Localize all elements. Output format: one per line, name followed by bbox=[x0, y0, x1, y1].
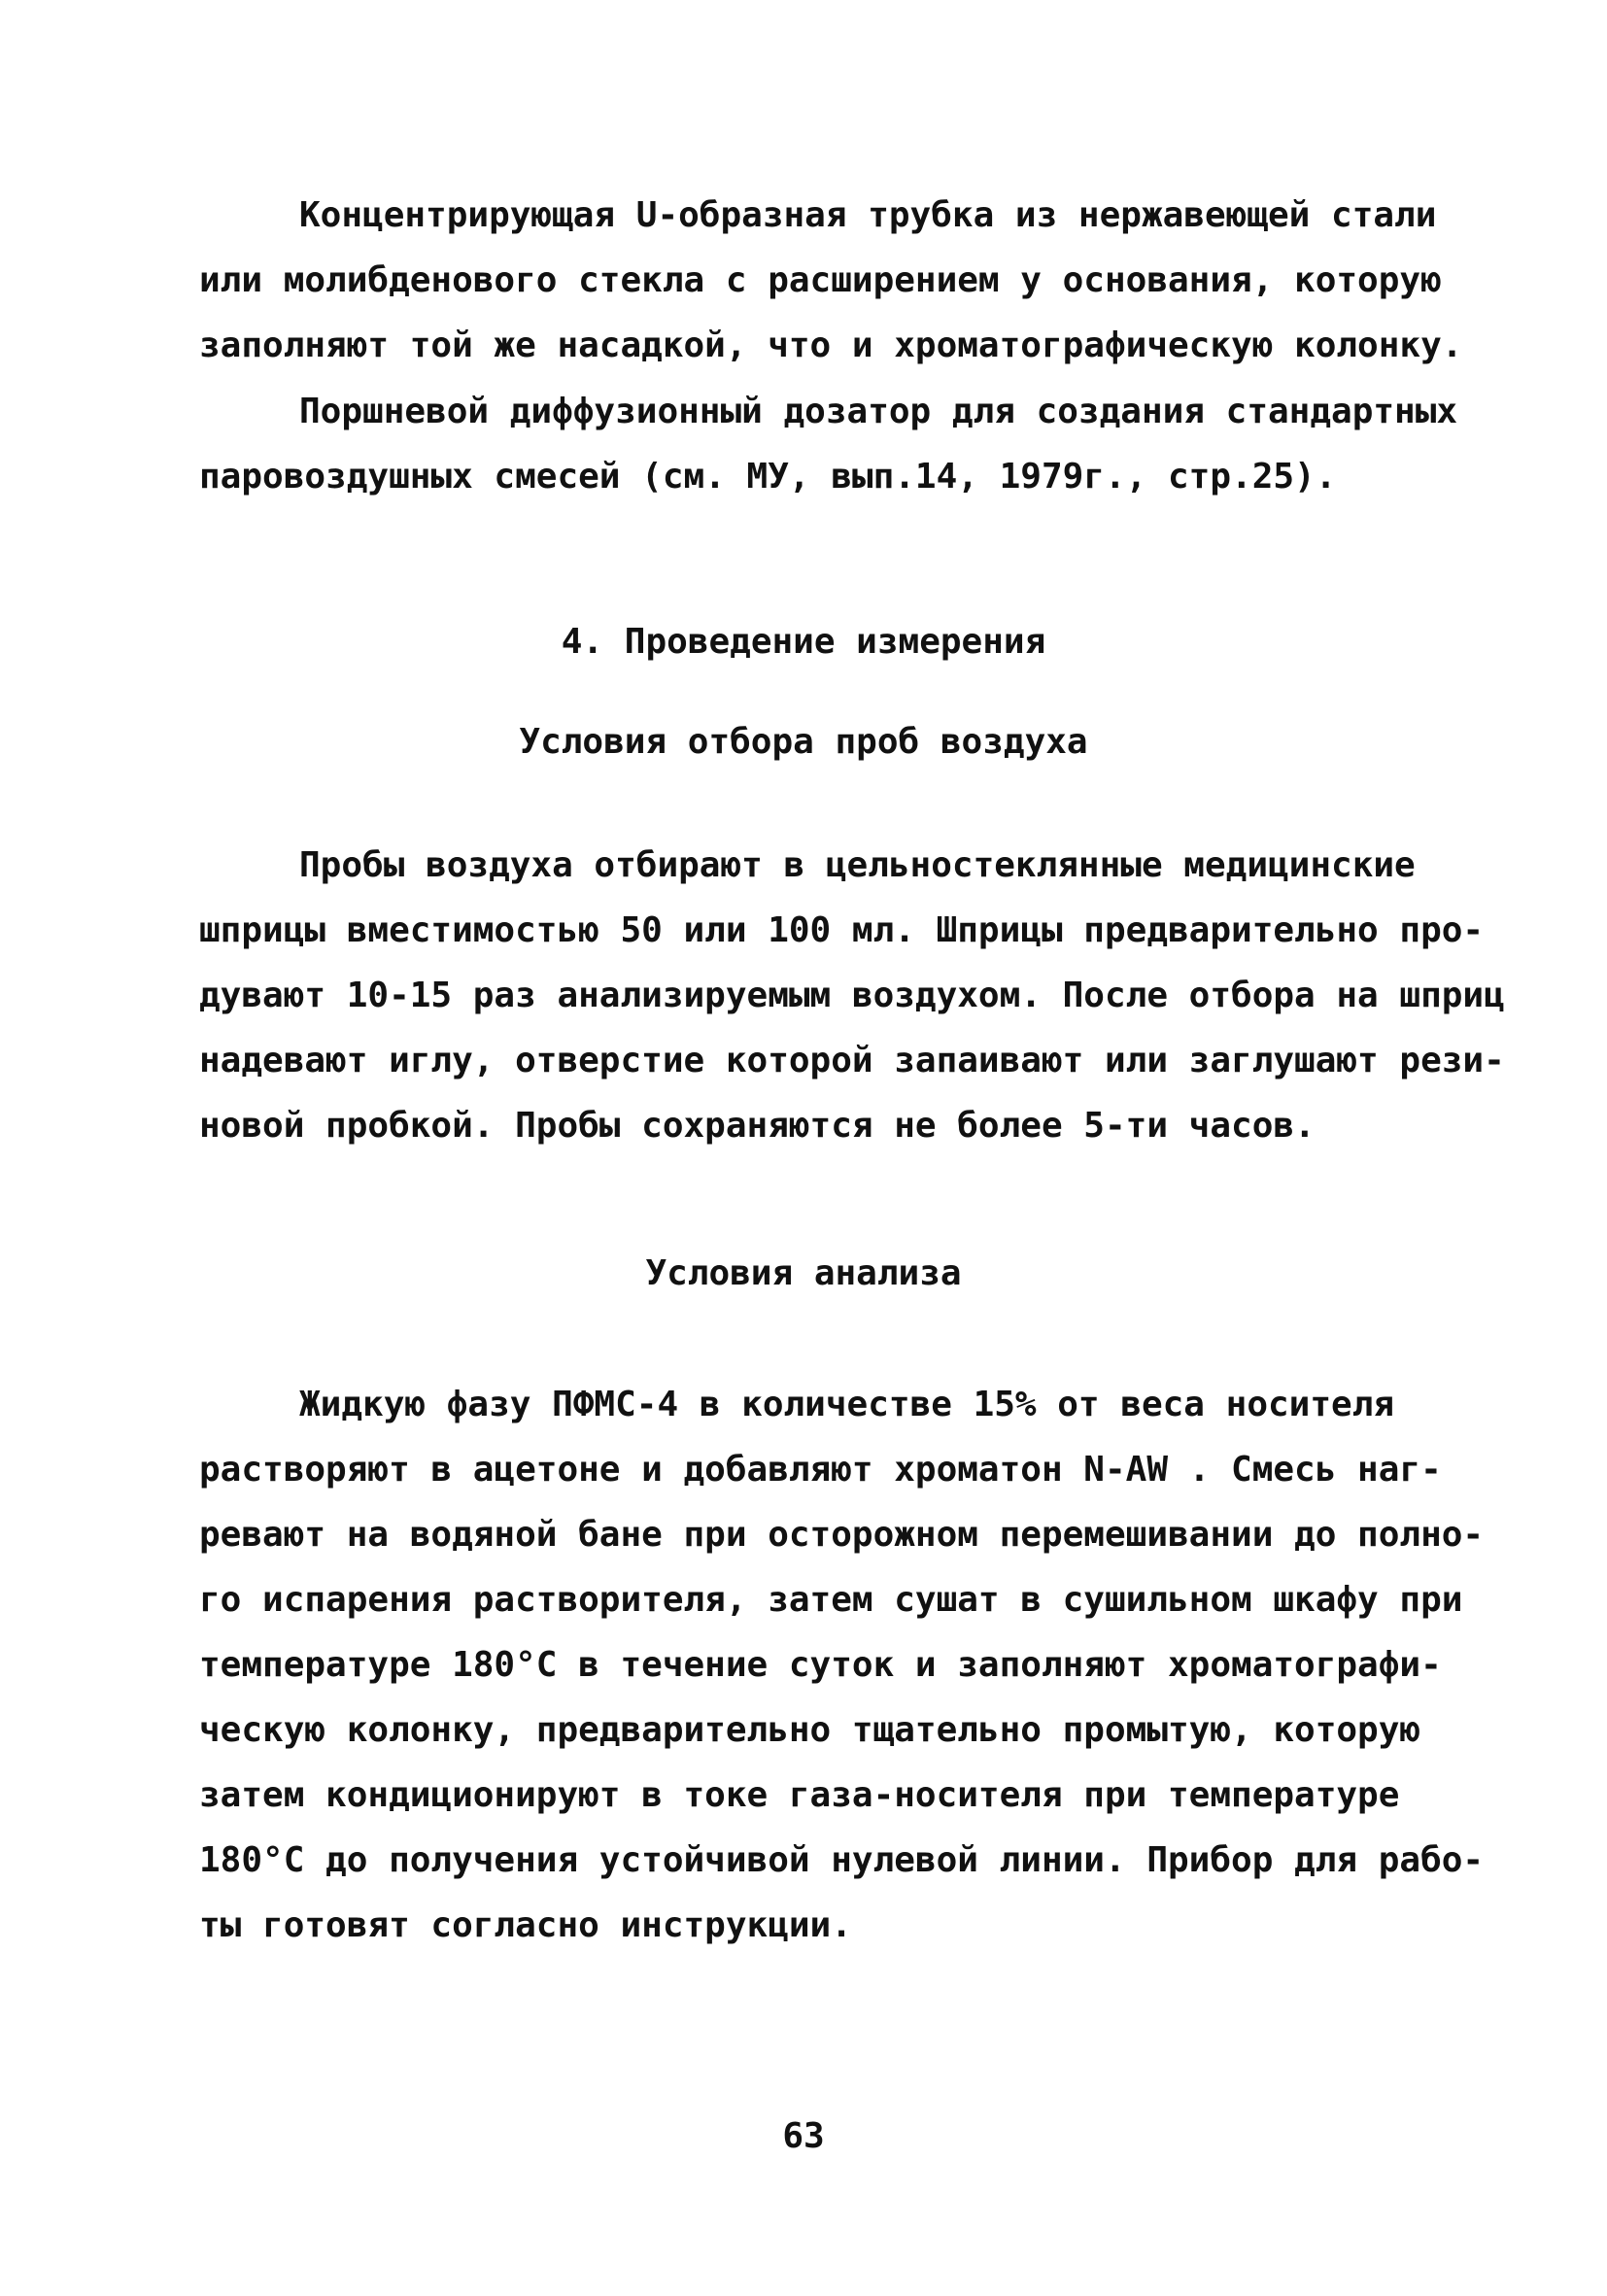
paragraph-3-line-2: шприцы вместимостью 50 или 100 мл. Шприцы предварительно про- bbox=[199, 910, 1485, 950]
paragraph-4-line-7: затем кондиционируют в токе газа-носителя при температуре bbox=[199, 1775, 1400, 1815]
paragraph-4-line-4: го испарения растворителя, затем сушат в сушильном шкафу при bbox=[199, 1580, 1463, 1620]
paragraph-4-line-6: ческую колонку, предварительно тщательно промытую, которую bbox=[199, 1710, 1421, 1750]
subsection-heading-sampling: Условия отбора проб воздуха bbox=[519, 722, 1088, 762]
paragraph-4-line-8: 180°С до получения устойчивой нулевой линии. Прибор для рабо- bbox=[199, 1840, 1485, 1880]
paragraph-4-line-3: ревают на водяной бане при осторожном перемешивании до полно- bbox=[199, 1515, 1485, 1555]
paragraph-1-line-3: заполняют той же насадкой, что и хроматографическую колонку. bbox=[199, 326, 1463, 365]
paragraph-4-line-9: ты готовят согласно инструкции. bbox=[199, 1905, 852, 1945]
paragraph-3-line-1: Пробы воздуха отбирают в цельностеклянные медицинские bbox=[299, 845, 1416, 885]
paragraph-2-line-1: Поршневой диффузионный дозатор для создания стандартных bbox=[299, 392, 1458, 431]
page-number: 63 bbox=[782, 2116, 825, 2156]
paragraph-3-line-4: надевают иглу, отверстие которой запаивают или заглушают рези- bbox=[199, 1041, 1505, 1080]
paragraph-1-line-1: Концентрирующая U-образная трубка из нержавеющей стали bbox=[299, 195, 1437, 235]
paragraph-3-line-5: новой пробкой. Пробы сохраняются не более 5-ти часов. bbox=[199, 1106, 1316, 1146]
paragraph-4-line-2: растворяют в ацетоне и добавляют хроматон N-AW . Смесь наг- bbox=[199, 1450, 1442, 1490]
subsection-heading-analysis: Условия анализа bbox=[645, 1253, 962, 1293]
paragraph-4-line-5: температуре 180°С в течение суток и заполняют хроматографи- bbox=[199, 1645, 1442, 1685]
section-heading: 4. Проведение измерения bbox=[561, 622, 1046, 662]
paragraph-4-line-1: Жидкую фазу ПФМС-4 в количестве 15% от веса носителя bbox=[299, 1385, 1395, 1424]
paragraph-2-line-2: паровоздушных смесей (см. МУ, вып.14, 1979г., стр.25). bbox=[199, 457, 1337, 497]
paragraph-1-line-2: или молибденового стекла с расширением у основания, которую bbox=[199, 260, 1442, 300]
paragraph-3-line-3: дувают 10-15 раз анализируемым воздухом. После отбора на шприц bbox=[199, 976, 1505, 1015]
